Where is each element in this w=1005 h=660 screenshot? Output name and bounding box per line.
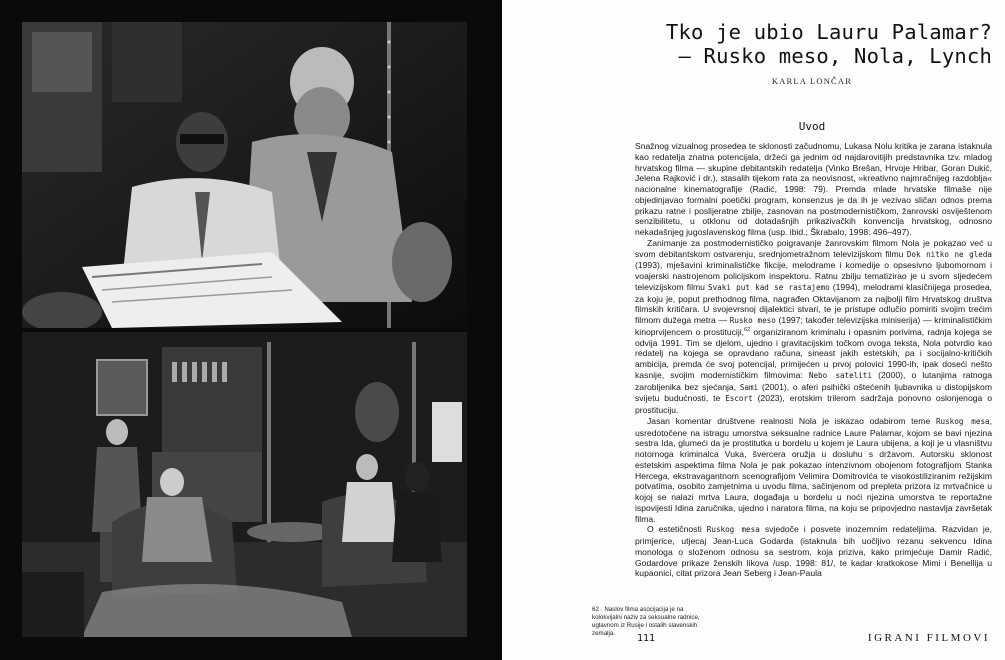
film-title: Ruskog mesa (935, 416, 990, 426)
paragraph-4: O estetičnosti Ruskog mesa svjedoče i posvete inozemnim redateljima. Razvidan je, primjerice, utjecaj Jean-Luca Godarda (istaknula bih uočljivo rezanu sekvencu Idina monologa o složenom odnosu sa sestrom, koja priziva, kako primjećuje Damir Radić, Godardove prikaze ženskih likova /usp. 1998: 81/, te kadar kratkokose Mimi i Benellija u kupaonici, citat prizora Jean Seberg i Jean-Paula (635, 524, 992, 579)
article-body (635, 141, 992, 579)
film-title: Dok nitko ne gleda (906, 249, 992, 259)
photo-two-men-reading-newspaper (22, 22, 467, 328)
right-page-article (502, 0, 1005, 660)
left-page-photos (0, 0, 502, 660)
running-head: IGRANI FILMOVI (867, 632, 990, 644)
author-name: KARLA LONČAR (771, 76, 853, 86)
title-line-1: Tko je ubio Lauru Palamar? (665, 20, 992, 44)
film-title: Nebo sateliti (808, 370, 873, 380)
footnote-ref: 62 (744, 326, 751, 333)
title-line-2: — Rusko meso, Nola, Lynch (678, 44, 992, 68)
paragraph-2: Zanimanje za postmodernističko poigravanje žanrovskim filmom Nola je pokazao već u svom debitantskom ostvarenju, srednjometražnom televizijskom filmu Dok nitko ne gleda (1993), mješavini kriminalističke fikcije, melodrame i komedije o opsesivno ljubomornom i voajerski nastrojenom policijskom inspektoru. Ratnu zbilju tematizirao je u svom sljedećem televizijskom filmu Svaki put kad se rastajemo (1994), melodrami klasičnijega prosedea, za koju je, poput prethodnog filma, nagrađen Oktavijanom za najbolji film Hrvatskog društva filmskih kritičara. U svojevrsnoj dijalektici stvari, te je pristupe odlučio pomiriti svojim trećim filmom dužega metra — Rusko meso (1997; također televizijska miniserija) — kriminalističkim kinoprvijencem o prostituciji,$^{62}$ organiziranom kriminalu i opasnim porivima, radnja kojega se odvija 1991. Tim se djelom, ujedno i gravitacijskim točkom ovoga teksta, Nola potvrdio kao redatelj na kojega se opravdano računa, sineast jakih estetskih, pa i socijalno-kritičkih ambicija, premda će svoj potencijal, primijećen u prvoj polovici 1990-ih, ipak doseći nešto kasnije, svojim modernističkim filmovima: Nebo sateliti (2000), o lutanjima ratnoga zarobljenika bez sjećanja, Sami (2001), o aferi psihički oštećenih ljubavnika u distopijskom svijetu budućnosti, te Escort (2023), erotskim trilerom sadržaja ponovno oslonjenoga o prostituciju. (635, 237, 993, 415)
article-title (612, 20, 992, 68)
paragraph-3: Jasan komentar društvene realnosti Nola je iskazao odabirom teme Ruskog mesa, usredotočene na istragu umorstva seksualne radnice Laure Palamar, kojom se bavi njezina sestra Ida, glumeći da je prostitutka u bordelu u kojem je Laura ubijena, a koji je u vlasništvu notornoga kriminalca Vuka, švercera oružja u dosluhu s državom. Autorsku sklonost estetskim aspektima filma Nola je pak pokazao intenzivnom obojenom fotografijom Stanka Hercega, ekstravagantnom scenografijom Velimira Domitrovića te visokostiliziranim režijskim potvatima, osobito zamjetnima u uvodu filma, sačinjenom od prepleta prizora iz mrtvačnice u kojoj se nalazi mrtva Laura, događaja u bordelu u noći njezina umorstva te reportažne ispovijesti Idina zaručnika, ujedno i naratora filma, na koju se pripovjedno nastavlja završetak filma. (635, 415, 992, 524)
film-title: Escort (725, 394, 753, 404)
paragraph-1: Snažnog vizualnog prosedea te sklonosti začudnomu, Lukasa Nolu kritika je zarana istaknula kao redatelja znatna potencijala, držeći ga jednim od najdarovitijih predstavnika tzv. mladog hrvatskog filma — skupine debitantskih redatelja (Vinko Brešan, Hrvoje Hribar, Goran Dukić, Jelena Rajković i dr.), stasalih tijekom rata za neovisnost, »kreativno najmračnijeg razdoblja« nacionalne kinematografije (Radić, 1998: 79). Premda mlade hrvatske filmaše nije objedinjavao formalni poetički program, konsenzus je da ih je vezivao sličan odnos prema prikazu ratne i poslijeratne zbilje, zasnovan na postmodernističkom, žanrovski osviještenom senzibilitetu, u otklonu od dotadašnjih prikazivačkih konvencija hrvatskog, odnosno nekadašnjeg jugoslavenskog filma (usp. ibid.; Škrabalo, 1998: 496–497). (635, 141, 992, 237)
footnote: 62 · Naslov filma asocijacija je na kolokvijalni naziv za seksualne radnice, uglavnom iz Rusije i ostalih slavenskih zemalja. (592, 606, 700, 637)
film-title: Svaki put kad se rastajemo (708, 282, 830, 292)
film-title: Sami (739, 382, 759, 392)
section-heading: Uvod (798, 120, 826, 133)
photo-bordello-scene (22, 332, 467, 637)
film-title: Rusko meso (729, 316, 776, 325)
photo-top-image (22, 22, 467, 328)
photo-bottom-image (22, 332, 467, 637)
film-title: Ruskog mesa (706, 525, 760, 535)
page-number: 111 (637, 633, 656, 644)
